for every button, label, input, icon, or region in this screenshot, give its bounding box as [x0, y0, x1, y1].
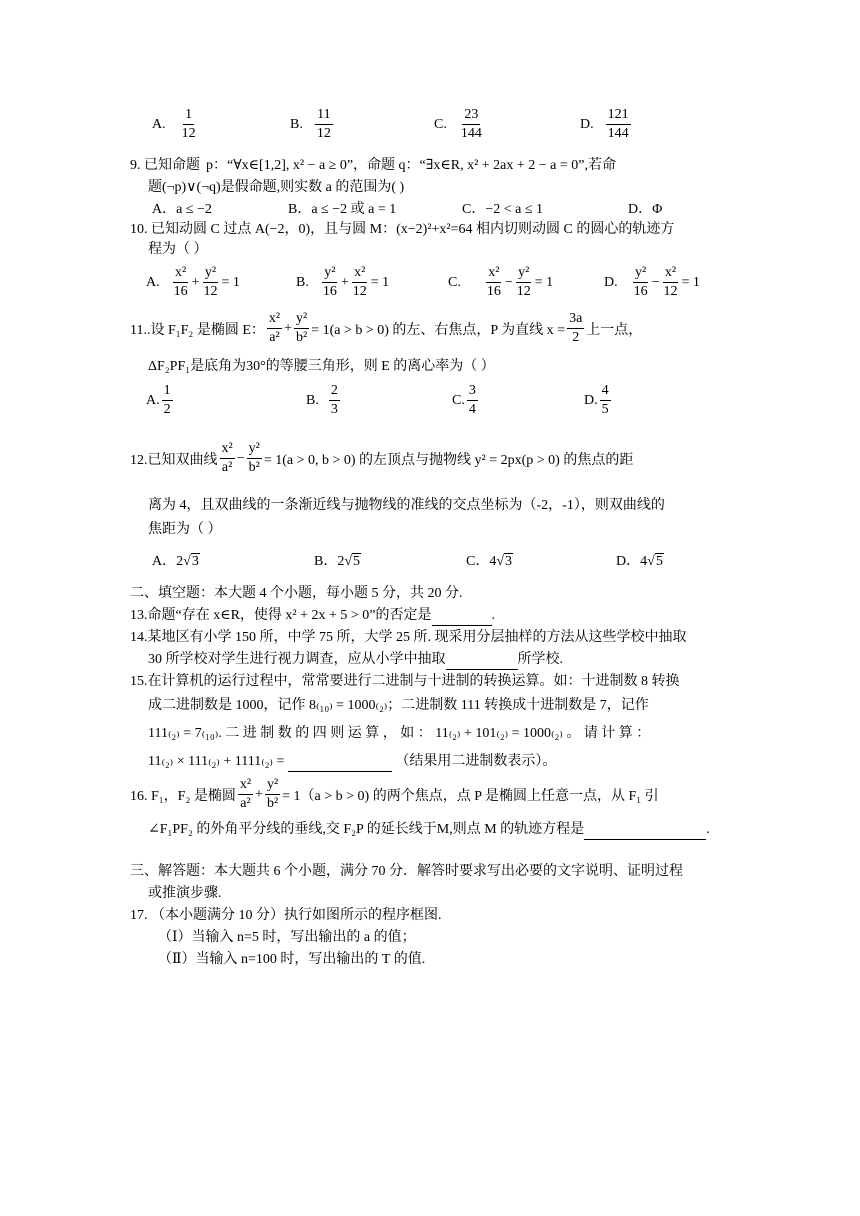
- q12-option-b: B．2√5: [314, 554, 361, 569]
- q8-a-fraction: $\frac{1}{12}$: [181, 107, 196, 141]
- q17-part-1: （Ⅰ）当输入 n=5 时，写出输出的 a 的值；: [158, 930, 416, 945]
- q9-option-a: A．a ≤ −2: [152, 202, 212, 217]
- q13-answer-blank[interactable]: [432, 611, 492, 626]
- q11-line-1: 11..设 F₁F₂ 是椭圆 E： $\frac{\text{x²}}{\text{a²}}$ + $\frac{\text{y²}}{\text{b²}}$ = 1(a > b > 0) 的左、右焦点，P 为直线 x = $\frac{3a}{2}$ 上一点，: [130, 311, 643, 345]
- q13: 13.命题“存在 x∈R，使得 x² + 2x + 5 > 0”的否定是 .: [130, 606, 495, 626]
- q17-part-2: （Ⅱ）当输入 n=100 时，写出输出的 T 的值.: [158, 952, 426, 967]
- q14-line-1: 14.某地区有小学 150 所，中学 75 所，大学 25 所. 现采用分层抽样的方法从这些学校中抽取: [130, 630, 687, 645]
- q10-option-c: C. $\frac{\text{x²}}{16}$ − $\frac{\text{y²}}{12}$ = 1: [448, 265, 554, 299]
- q10-option-d: D. $\frac{\text{y²}}{16}$ − $\frac{\text{x²}}{12}$ = 1: [604, 265, 700, 299]
- q9-option-c: C．−2 < a ≤ 1: [462, 202, 544, 217]
- q12-option-a: A．2√3: [152, 554, 199, 569]
- q11-option-b: B. $\frac{2}{3}$: [306, 383, 338, 417]
- q16-answer-blank[interactable]: [584, 825, 706, 840]
- q12-line-2: 离为 4，且双曲线的一条渐近线与抛物线的准线的交点坐标为（-2，-1），则双曲线的: [148, 498, 665, 513]
- q10-option-a: A. $\frac{\text{x²}}{16}$ + $\frac{\text{y²}}{12}$ = 1: [146, 265, 240, 299]
- q12-line-3: 焦距为（ ）: [148, 522, 222, 537]
- q10-line-1: 10. 已知动圆 C 过点 A(−2，0)，且与圆 M：(x−2)²+x²=64 相内切则动圆 C 的圆心的轨迹方: [130, 222, 675, 237]
- q10-option-b: B. $\frac{\text{y²}}{16}$ + $\frac{\text{x²}}{12}$ = 1: [296, 265, 390, 299]
- q8-option-a: A. $\frac{1}{12}$: [152, 107, 196, 141]
- q17-line-1: 17. （本小题满分 10 分）执行如图所示的程序框图.: [130, 908, 442, 923]
- q9-option-d: D．Φ: [628, 202, 663, 217]
- q8-b-fraction: $\frac{11}{12}$: [316, 107, 331, 141]
- q11-line-2: ΔF₂PF₁是底角为30°的等腰三角形，则 E 的离心率为（ ）: [148, 359, 495, 374]
- q8-d-fraction: $\frac{121}{144}$: [607, 107, 629, 141]
- q12-option-c: C．4√3: [466, 554, 513, 569]
- q9-option-b: B．a ≤ −2 或 a = 1: [288, 202, 397, 217]
- q10-line-2: 程为（ ）: [148, 242, 208, 257]
- q16-line-2: ∠F₁PF₂ 的外角平分线的垂线,交 F₂P 的延长线于M,则点 M 的轨迹方程是 .: [148, 820, 710, 840]
- q12-option-d: D．4√5: [616, 554, 663, 569]
- q15-answer-blank[interactable]: [288, 757, 392, 772]
- q11-option-d: D. $\frac{4}{5}$: [584, 383, 609, 417]
- q16-line-1: 16. F₁，F₂ 是椭圆 $\frac{\text{x²}}{\text{a²}}$ + $\frac{\text{y²}}{\text{b²}}$ = 1（a > b > 0) 的两个焦点，点 P 是椭圆上任意一点，从 F₁ 引: [130, 777, 659, 811]
- q14-line-2: 30 所学校对学生进行视力调查，应从小学中抽取 所学校.: [148, 650, 563, 670]
- q8-option-d: D. $\frac{121}{144}$: [580, 107, 629, 141]
- section-3-heading-cont: 或推演步骤.: [148, 886, 222, 901]
- q15-line-2: 成二进制数是 1000，记作 8₍₁₀₎ = 1000₍₂₎；二进制数 111 转换成十进制数是 7，记作: [148, 698, 649, 713]
- q15-line-1: 15.在计算机的运行过程中，常常要进行二进制与十进制的转换运算。如：十进制数 8 转换: [130, 674, 680, 689]
- q8-option-b: B. $\frac{11}{12}$: [290, 107, 331, 141]
- q11-option-c: C. $\frac{3}{4}$: [452, 383, 476, 417]
- q11-option-a: A. $\frac{1}{2}$: [146, 383, 171, 417]
- q15-line-3: 111₍₂₎ = 7₍₁₀₎. 二 进 制 数 的 四 则 运 算 ， 如 ： 11₍₂₎ + 101₍₂₎ = 1000₍₂₎ 。 请 计 算 ：: [148, 726, 651, 741]
- q14-answer-blank[interactable]: [446, 655, 518, 670]
- q8-option-c: C. $\frac{23}{144}$: [434, 107, 482, 141]
- q8-c-fraction: $\frac{23}{144}$: [460, 107, 482, 141]
- q9-line-2: 题(¬p)∨(¬q)是假命题,则实数 a 的范围为( ): [148, 180, 405, 195]
- q9-line-1: 9. 已知命题 p：“∀x∈[1,2], x² − a ≥ 0”，命题 q：“∃x∈R, x² + 2ax + 2 − a = 0”,若命: [130, 158, 616, 173]
- q12-line-1: 12.已知双曲线 $\frac{\text{x²}}{\text{a²}}$ − $\frac{\text{y²}}{\text{b²}}$ = 1(a > 0, b > 0) 的左顶点与抛物线 y² = 2px(p > 0) 的焦点的距: [130, 441, 634, 475]
- section-2-heading: 二、填空题：本大题 4 个小题，每小题 5 分，共 20 分.: [130, 586, 463, 601]
- section-3-heading: 三、解答题：本大题共 6 个小题，满分 70 分．解答时要求写出必要的文字说明、证明过程: [130, 864, 683, 879]
- q15-line-4: 11₍₂₎ × 111₍₂₎ + 1111₍₂₎ = （结果用二进制数表示）。: [148, 752, 556, 772]
